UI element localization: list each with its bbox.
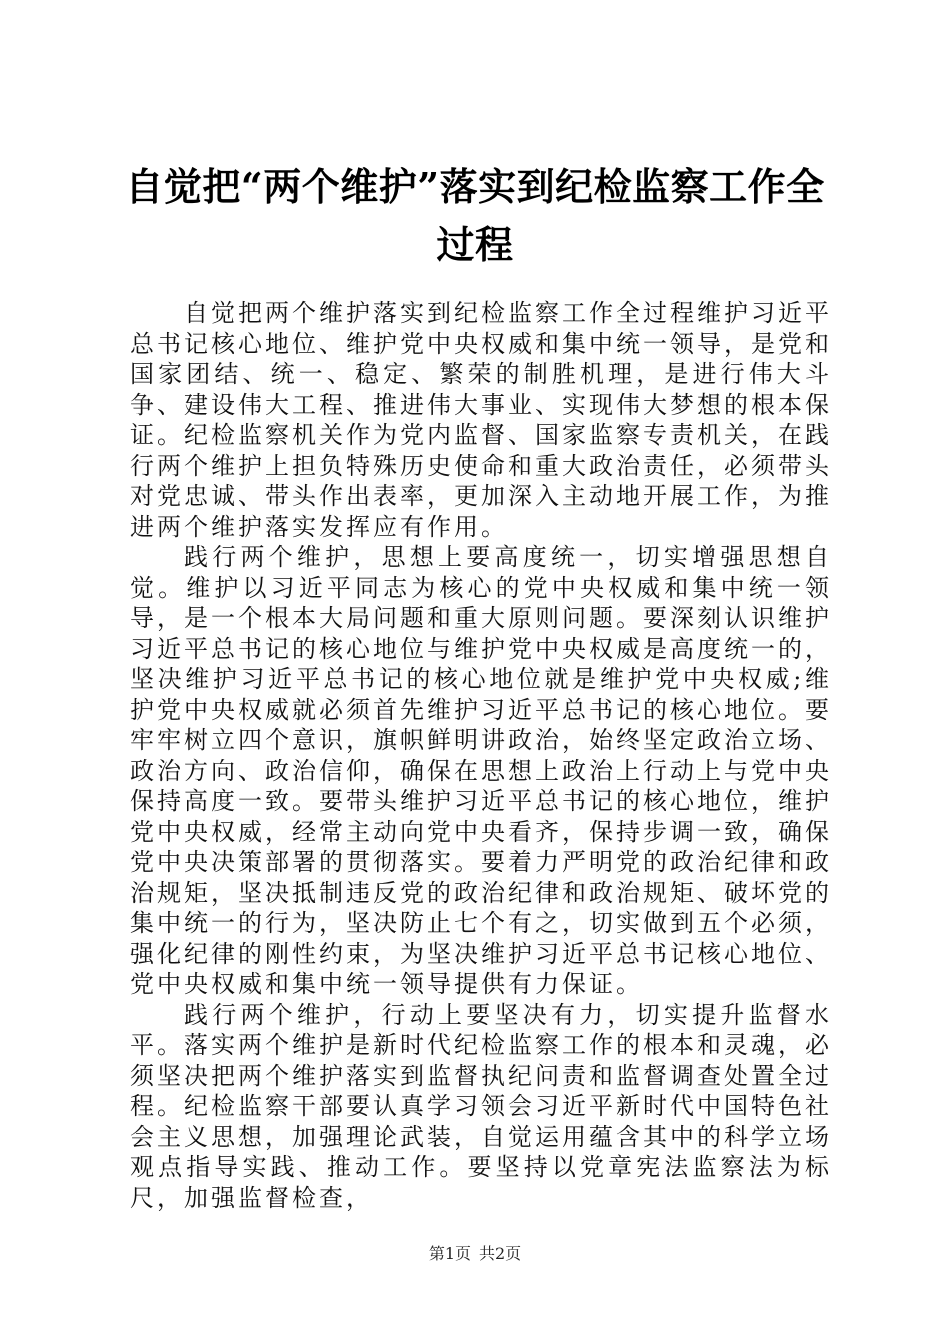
page-number: 第1页	[428, 1244, 471, 1263]
document-title: 自觉把“两个维护”落实到纪检监察工作全过程	[125, 164, 825, 267]
paragraph-1: 自觉把两个维护落实到纪检监察工作全过程维护习近平总书记核心地位、维护党中央权威和集中统一领导，是党和国家团结、统一、稳定、繁荣的制胜机理，是进行伟大斗争、建设伟大工程、推进伟大事业、实现伟大梦想的根本保证。纪检监察机关作为党内监督、国家监察专责机关，在践行两个维护上担负特殊历史使命和重大政治责任，必须带头对党忠诚、带头作出表率，更加深入主动地开展工作，为推进两个维护落实发挥应有作用。	[130, 299, 832, 541]
document-body	[130, 298, 832, 1213]
page-total: 共2页	[479, 1244, 522, 1263]
page-footer	[0, 1244, 950, 1264]
paragraph-2: 践行两个维护，思想上要高度统一，切实增强思想自觉。维护以习近平同志为核心的党中央权威和集中统一领导，是一个根本大局问题和重大原则问题。要深刻认识维护习近平总书记的核心地位与维护党中央权威是高度统一的，坚决维护习近平总书记的核心地位就是维护党中央权威;维护党中央权威就必须首先维护习近平总书记的核心地位。要牢牢树立四个意识，旗帜鲜明讲政治，始终坚定政治立场、政治方向、政治信仰，确保在思想上政治上行动上与党中央保持高度一致。要带头维护习近平总书记的核心地位，维护党中央权威，经常主动向党中央看齐，保持步调一致，确保党中央决策部署的贯彻落实。要着力严明党的政治纪律和政治规矩，坚决抵制违反党的政治纪律和政治规矩、破坏党的集中统一的行为，坚决防止七个有之，切实做到五个必须，强化纪律的刚性约束，为坚决维护习近平总书记核心地位、党中央权威和集中统一领导提供有力保证。	[130, 543, 832, 998]
paragraph-3: 践行两个维护，行动上要坚决有力，切实提升监督水平。落实两个维护是新时代纪检监察工作的根本和灵魂，必须坚决把两个维护落实到监督执纪问责和监督调查处置全过程。纪检监察干部要认真学习领会习近平新时代中国特色社会主义思想，加强理论武装，自觉运用蕴含其中的科学立场观点指导实践、推动工作。要坚持以党章宪法监察法为标尺，加强监督检查，	[130, 1000, 832, 1212]
